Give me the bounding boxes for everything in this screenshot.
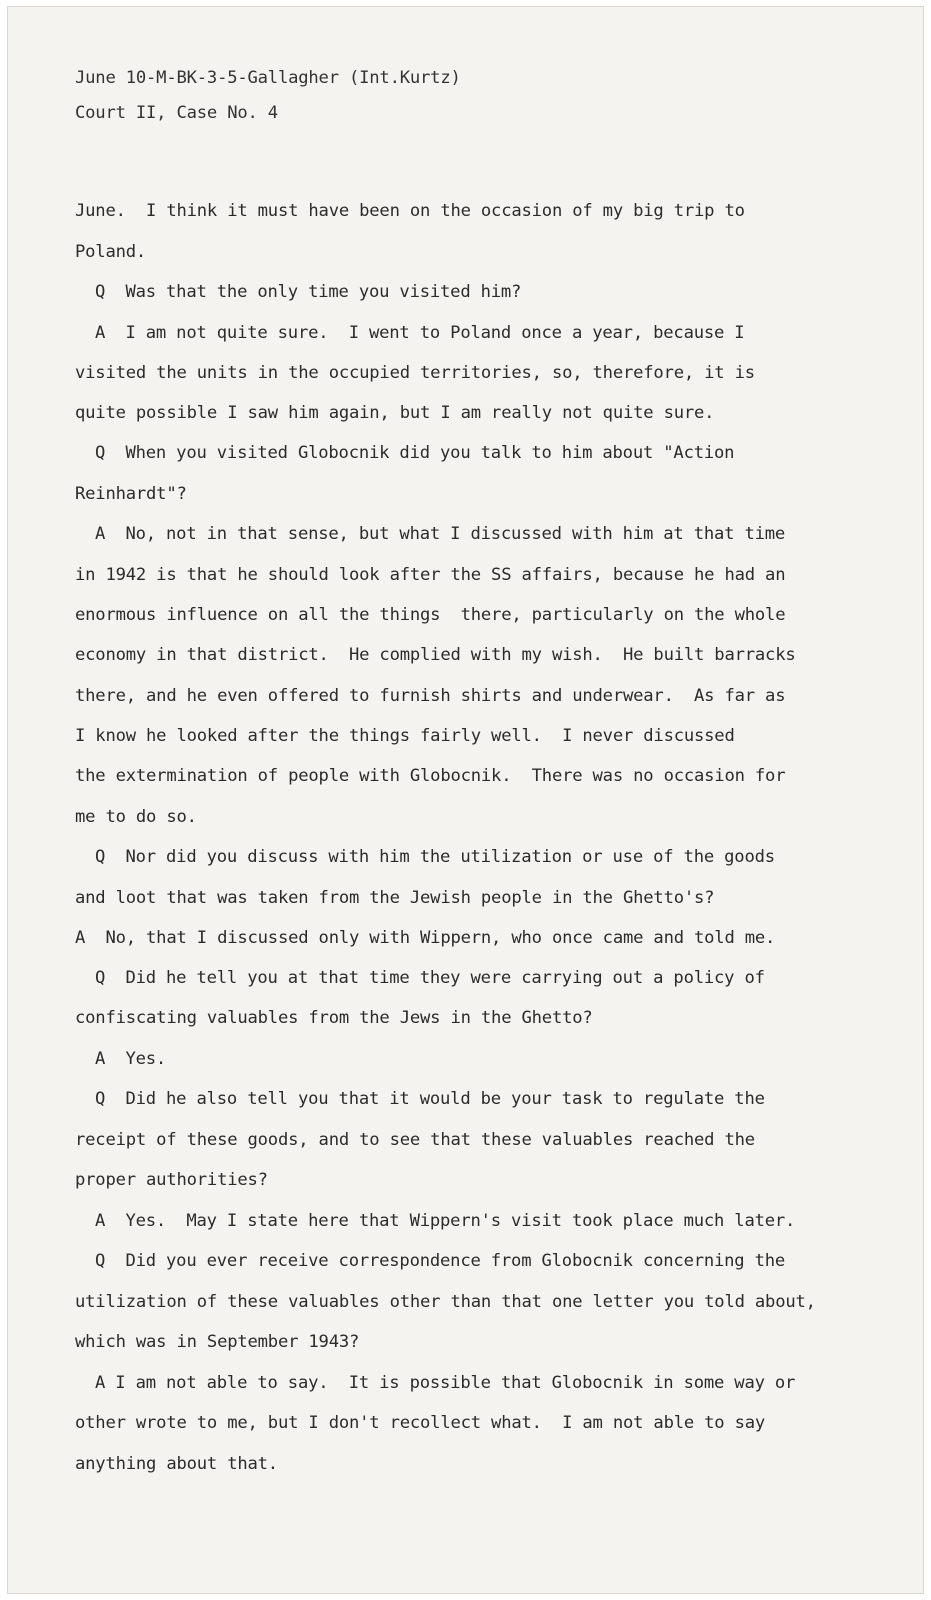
transcript-line: anything about that.: [75, 1454, 278, 1474]
transcript-line: economy in that district. He complied with my wish. He built barracks: [75, 645, 796, 665]
transcript-line: Q Did he also tell you that it would be your task to regulate the: [95, 1089, 765, 1109]
transcript-line: Reinhardt"?: [75, 484, 187, 504]
transcript-line: there, and he even offered to furnish shirts and underwear. As far as: [75, 686, 786, 706]
transcript-line: Q Did you ever receive correspondence from Globocnik concerning the: [95, 1251, 786, 1271]
transcript-line: Q Was that the only time you visited him?: [95, 282, 522, 302]
transcript-line: A Yes. May I state here that Wippern's visit took place much later.: [95, 1211, 796, 1231]
transcript-line: June. I think it must have been on the occasion of my big trip to: [75, 201, 745, 221]
transcript-line: A I am not quite sure. I went to Poland once a year, because I: [95, 323, 745, 343]
transcript-line: me to do so.: [75, 807, 197, 827]
transcript-line: visited the units in the occupied territories, so, therefore, it is: [75, 363, 755, 383]
transcript-line: A Yes.: [95, 1049, 167, 1069]
transcript-line: I know he looked after the things fairly well. I never discussed: [75, 726, 735, 746]
transcript-line: the extermination of people with Globocnik. There was no occasion for: [75, 766, 786, 786]
page-footer-mark: [447, 1534, 507, 1542]
transcript-line: Poland.: [75, 242, 147, 262]
transcript-line: and loot that was taken from the Jewish people in the Ghetto's?: [75, 888, 715, 908]
transcript-line: A No, that I discussed only with Wippern, who once came and told me.: [75, 928, 776, 948]
transcript-line: enormous influence on all the things there, particularly on the whole: [75, 605, 786, 625]
transcript-line: quite possible I saw him again, but I am really not quite sure.: [75, 403, 715, 423]
transcript-line: Q When you visited Globocnik did you talk to him about "Action: [95, 443, 735, 463]
transcript-line: receipt of these goods, and to see that these valuables reached the: [75, 1130, 755, 1150]
transcript-line: utilization of these valuables other than that one letter you told about,: [75, 1292, 816, 1312]
transcript-line: other wrote to me, but I don't recollect what. I am not able to say: [75, 1413, 766, 1433]
transcript-line: Q Did he tell you at that time they were carrying out a policy of: [95, 968, 765, 988]
document-page: [7, 6, 924, 1594]
transcript-line: confiscating valuables from the Jews in the Ghetto?: [75, 1008, 593, 1028]
header-case-reference: June 10-M-BK-3-5-Gallagher (Int.Kurtz): [75, 68, 461, 88]
header-court-case: Court II, Case No. 4: [75, 103, 278, 123]
transcript-line: proper authorities?: [75, 1170, 268, 1190]
transcript-line: Q Nor did you discuss with him the utilization or use of the goods: [95, 847, 775, 867]
transcript-line: A I am not able to say. It is possible that Globocnik in some way or: [95, 1373, 796, 1393]
transcript-line: A No, not in that sense, but what I discussed with him at that time: [95, 524, 786, 544]
transcript-line: in 1942 is that he should look after the SS affairs, because he had an: [75, 565, 786, 585]
transcript-line: which was in September 1943?: [75, 1332, 360, 1352]
